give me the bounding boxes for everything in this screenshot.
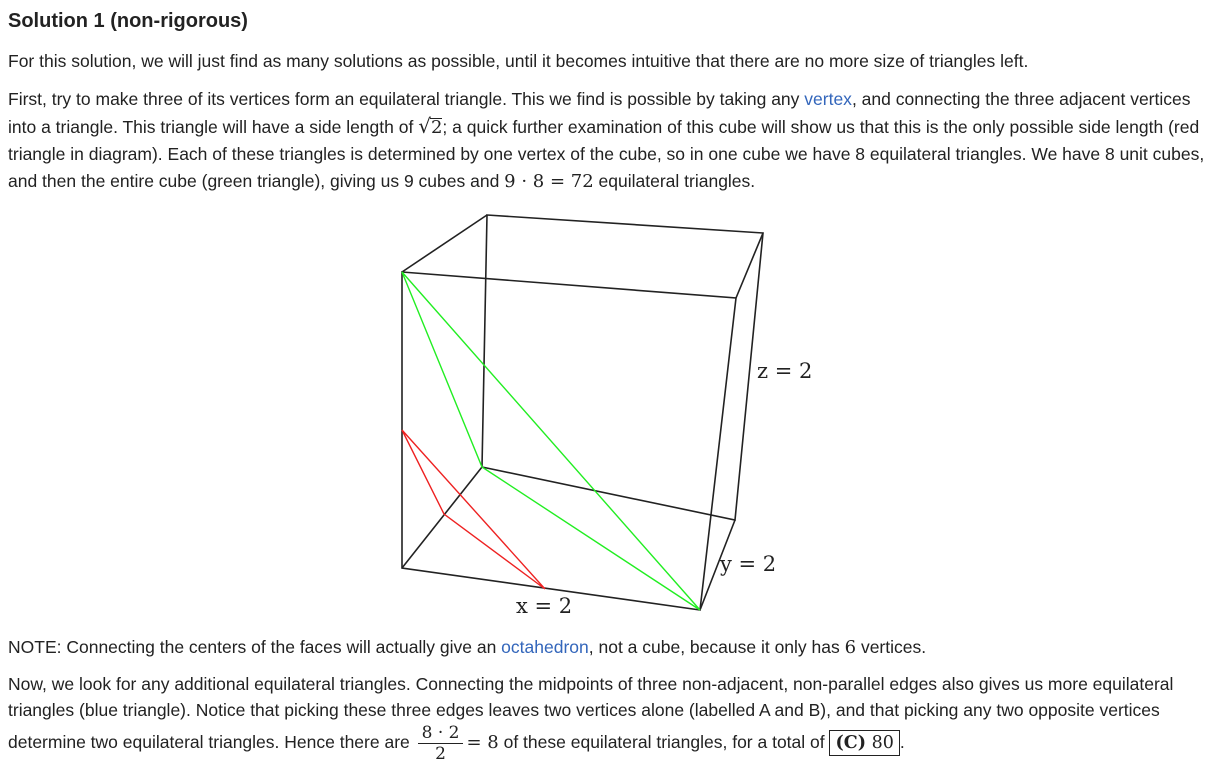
note-text-a: NOTE: Connecting the centers of the faces will actually give an [8, 637, 502, 657]
edge-top-left [402, 215, 487, 272]
fraction-denominator: 2 [435, 744, 446, 764]
answer-value: 80 [871, 733, 894, 754]
sqrt-argument: 2 [430, 117, 443, 138]
edge-top-right [736, 233, 763, 298]
p2-text-b: , and connecting the three adjacent vertices into a triangle. This triangle will have a side length of [8, 89, 1191, 137]
label-x: x = 2 [516, 594, 573, 618]
count-expression: 9 · 8 = 72 [504, 171, 594, 192]
label-y: y = 2 [720, 552, 777, 576]
p3-end: . [899, 732, 905, 753]
fraction-numerator: 8 · 2 [418, 723, 464, 744]
label-z: z = 2 [757, 359, 813, 383]
red-triangle [402, 430, 545, 589]
p2-text-d: equilateral triangles. [593, 171, 756, 191]
front-face-edges [402, 272, 736, 610]
note-text-b: , not a cube, because it only has [588, 637, 845, 657]
note-text-c: vertices. [856, 637, 927, 657]
p3-text-b: of these equilateral triangles, for a total of [498, 732, 830, 753]
intro-paragraph: For this solution, we will just find as many solutions as possible, until it becomes intuitive that there are no more size of triangles left. [8, 51, 1029, 71]
p2-text-c: ; a quick further examination of this cube will show us that this is the only possible side length (red triangle in diagram). Each of these triangles is determined by one vertex of the cube, so in one cube we have 8 equilateral triangles. We have 8 unit cubes, and then the entire cube (green triangle), giving us 9 cubes and [8, 117, 1205, 191]
vertex-count: 6 [844, 637, 857, 658]
additional-paragraph [8, 671, 1208, 764]
sqrt-sign: √ [418, 114, 431, 138]
p3-text-a: Now, we look for any additional equilateral triangles. Connecting the midpoints of three non-adjacent, non-parallel edges also gives us more equilateral triangles (blue triangle). Notice that picking these three edges leaves two vertices alone (labelled A and B), and that picking any two opposite vertices determine two equilateral triangles. Hence there are [8, 674, 1174, 753]
vertex-link[interactable]: vertex [804, 89, 852, 109]
back-face-edges [482, 215, 763, 520]
fraction-result: = 8 [466, 732, 499, 754]
solution-heading: Solution 1 (non-rigorous) [8, 10, 248, 32]
cube-edges [402, 215, 763, 610]
edge-bottom-left [402, 467, 482, 568]
octahedron-link[interactable]: octahedron [501, 637, 589, 657]
p2-text-a: First, try to make three of its vertices form an equilateral triangle. This we find is possible by taking any [8, 89, 805, 109]
answer-letter: (C) [835, 733, 866, 754]
fraction [418, 723, 464, 764]
green-triangle [402, 272, 700, 610]
note-paragraph [8, 634, 1208, 661]
answer-box [829, 730, 899, 756]
